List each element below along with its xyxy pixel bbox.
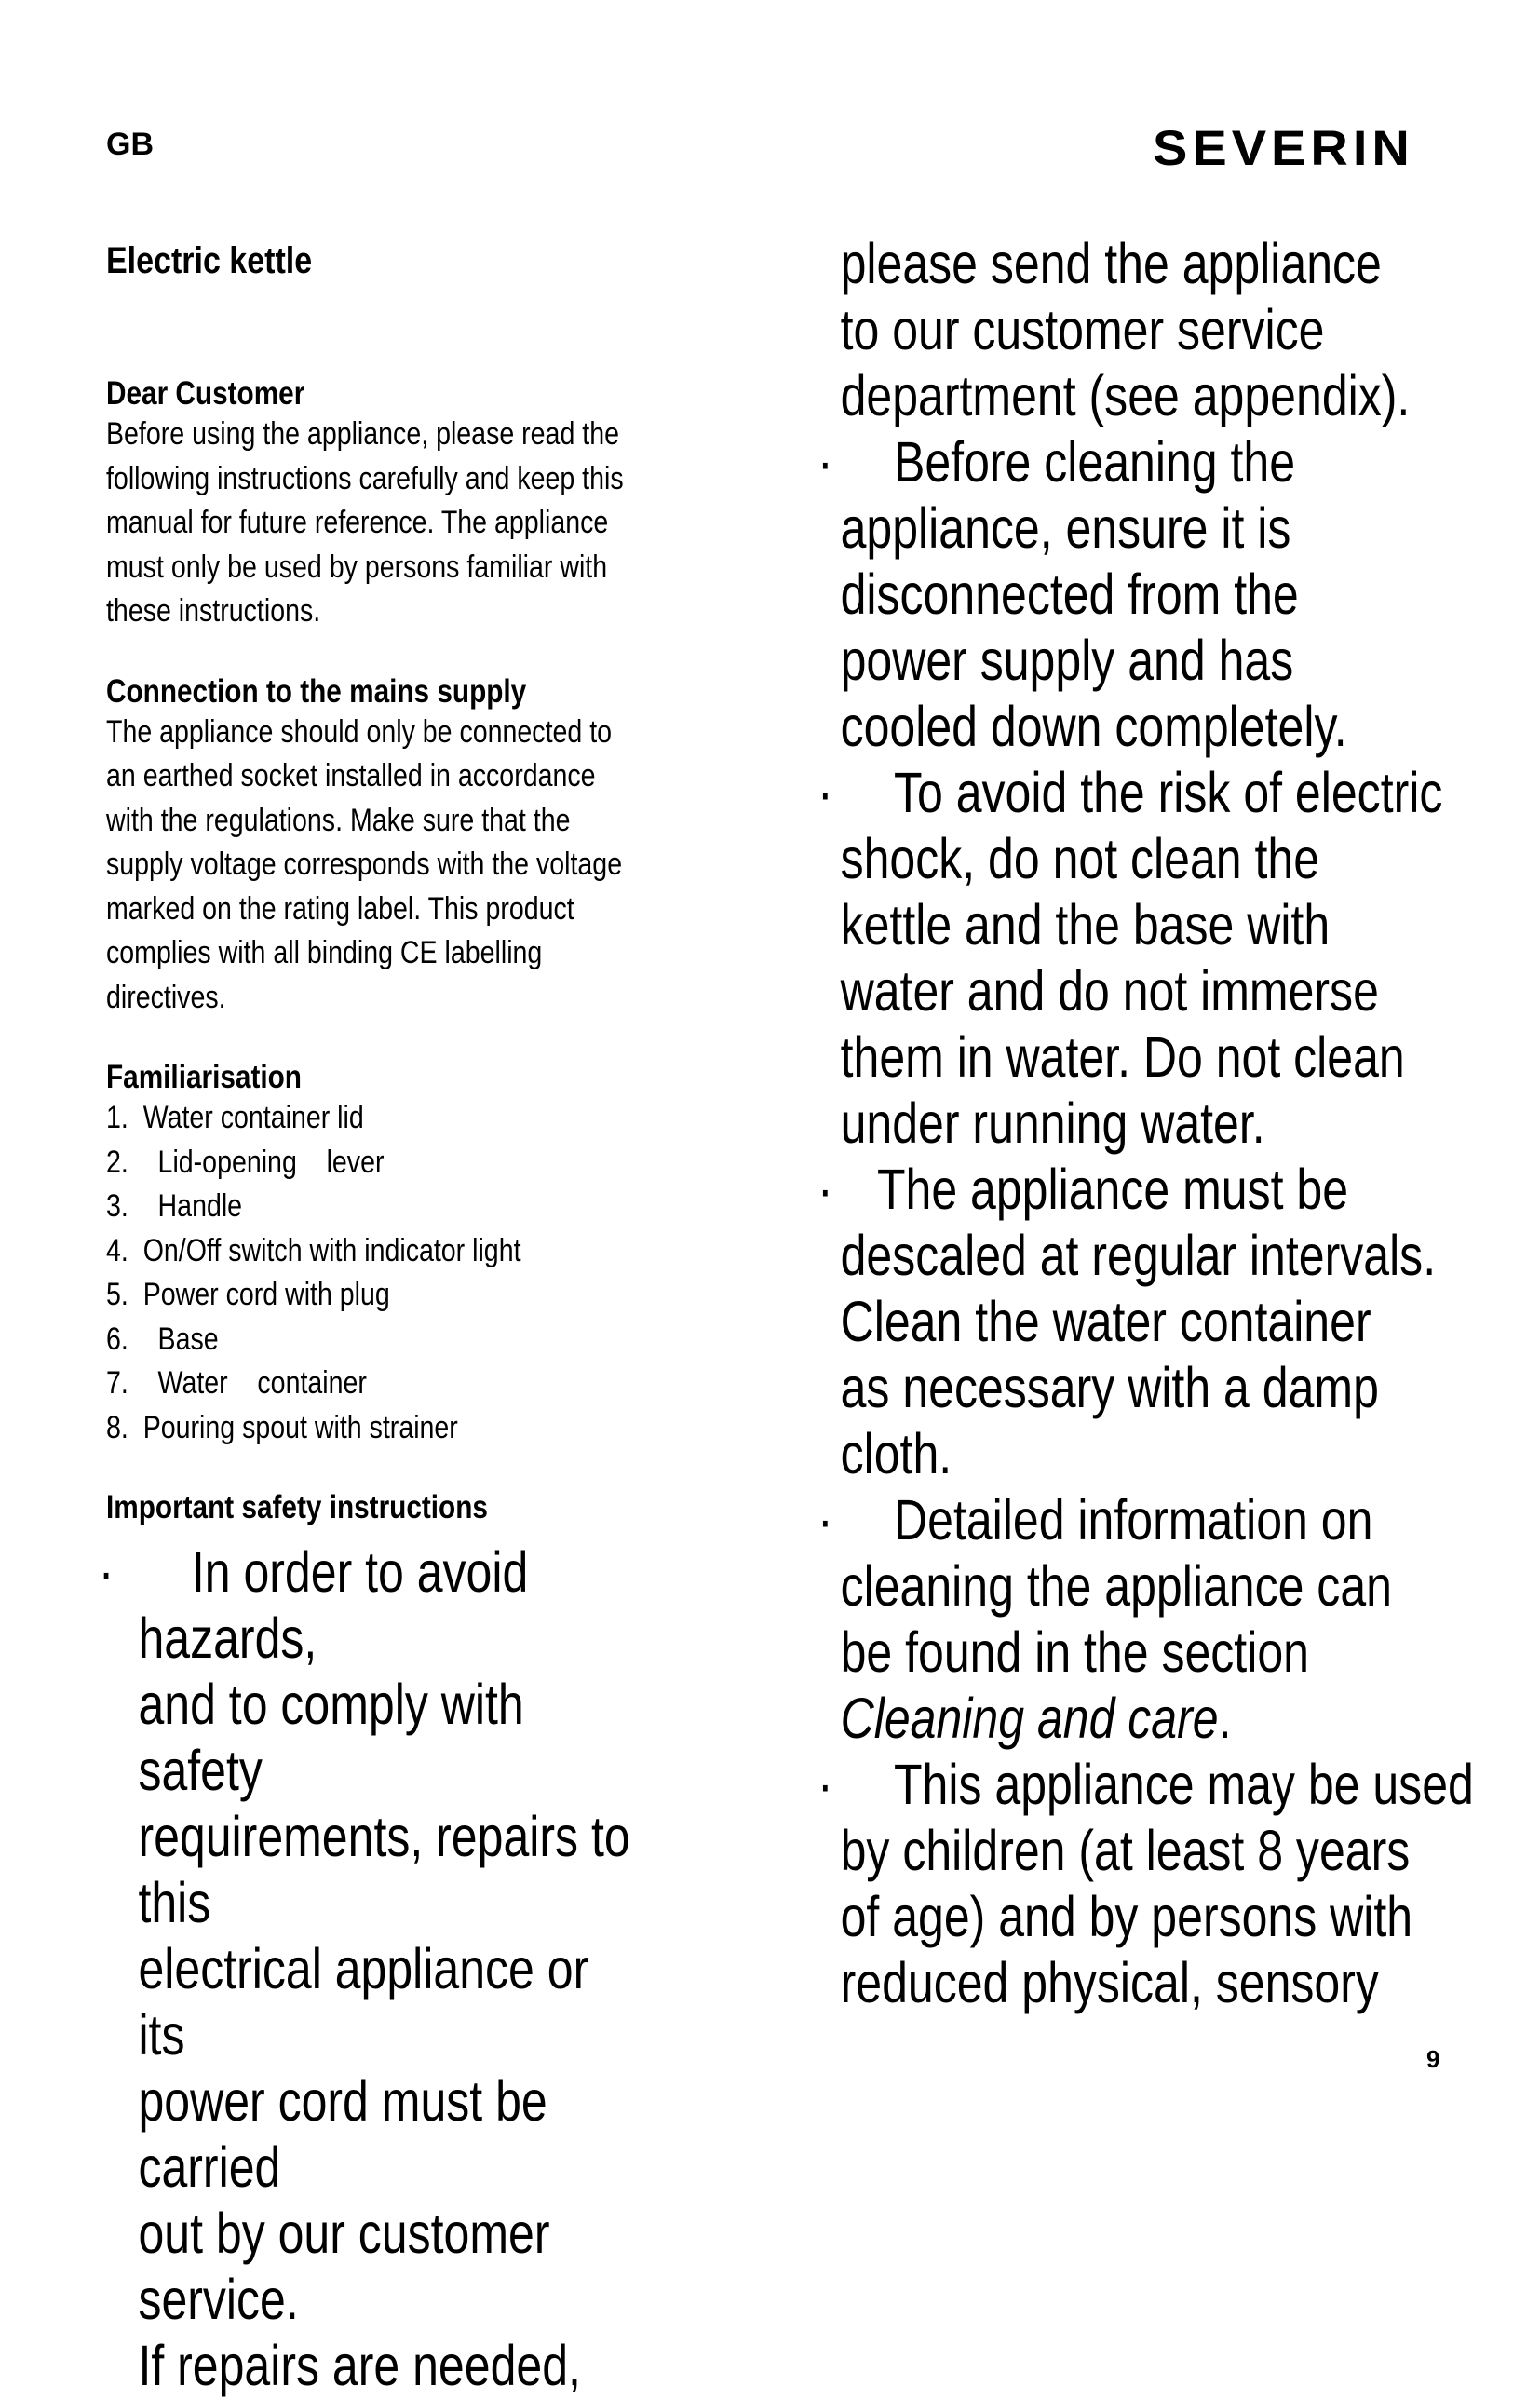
dear-customer-heading: Dear Customer: [106, 375, 305, 412]
text-line: following instructions carefully and keep this: [106, 460, 624, 496]
safety-list-right: [817, 429, 1525, 2016]
left-column: [98, 240, 758, 2399]
safety-heading: Important safety instructions: [106, 1489, 488, 1525]
list-item: 8. Pouring spout with strainer: [106, 1409, 458, 1445]
text-line: electrical appliance or its: [138, 1937, 589, 2067]
list-item: 6. Base: [106, 1321, 219, 1357]
dear-customer-text: [106, 413, 755, 634]
text-line: water and do not immerse: [840, 959, 1379, 1023]
mains-text: [106, 711, 755, 1021]
right-column: [817, 231, 1525, 2016]
section-reference: Cleaning and care: [840, 1687, 1219, 1750]
text-line: please send the appliance: [840, 232, 1382, 295]
list-item: [817, 1752, 1528, 2016]
page-title: Electric kettle: [106, 240, 313, 281]
text-line: Before cleaning the: [894, 430, 1296, 494]
text-line: Before using the appliance, please read the: [106, 416, 619, 452]
list-item: [98, 1539, 642, 2399]
text-line: power supply and has: [840, 629, 1294, 692]
text-line: shock, do not clean the: [840, 827, 1320, 890]
list-item: 4. On/Off switch with indicator light: [106, 1232, 521, 1268]
text-line: In order to avoid hazards,: [138, 1540, 529, 1670]
list-item: 7. Water container: [106, 1365, 367, 1401]
text-line: requirements, repairs to this: [138, 1805, 630, 1934]
text-line: The appliance should only be connected to: [106, 713, 613, 750]
bullet-icon: ·: [817, 1488, 833, 1552]
safety-list-left: [98, 1539, 758, 2399]
text-line: directives.: [106, 979, 226, 1015]
list-item: 3. Handle: [106, 1188, 243, 1224]
list-item: 2. Lid-opening lever: [106, 1144, 385, 1180]
text-line: with the regulations. Make sure that the: [106, 802, 571, 838]
list-item: 5. Power cord with plug: [106, 1277, 390, 1312]
list-item: [817, 1157, 1528, 1487]
text-line: be found in the section: [840, 1620, 1309, 1684]
text-line: out by our customer service.: [138, 2202, 550, 2331]
parts-list: [106, 1096, 758, 1450]
text-line: Cleaning and care.: [840, 1687, 1232, 1750]
text-line: If repairs are needed,: [138, 2334, 581, 2397]
list-item: [817, 429, 1528, 760]
text-line: Detailed information on: [894, 1488, 1373, 1552]
language-code: GB: [106, 127, 154, 162]
text-line: to our customer service: [840, 298, 1325, 361]
text-line: and to comply with safety: [138, 1673, 524, 1802]
text-line: of age) and by persons with: [840, 1885, 1413, 1948]
text-line: Clean the water container: [840, 1290, 1371, 1353]
text-line: an earthed socket installed in accordance: [106, 758, 596, 793]
text-line: disconnected from the: [840, 562, 1299, 626]
text-line: The appliance must be: [876, 1158, 1349, 1221]
list-item: [817, 760, 1528, 1157]
list-item: 1. Water container lid: [106, 1100, 364, 1135]
text-line: must only be used by persons familiar with: [106, 549, 608, 585]
bullet-icon: ·: [98, 1540, 115, 1604]
bullet-icon: ·: [817, 430, 833, 494]
text-line: cooled down completely.: [840, 695, 1347, 758]
text-line: To avoid the risk of electric: [894, 761, 1443, 824]
text-line: manual for future reference. The appliance: [106, 505, 609, 540]
text-line: supply voltage corresponds with the voltage: [106, 847, 623, 882]
text-line: kettle and the base with: [840, 893, 1331, 956]
text-line: under running water.: [840, 1091, 1265, 1155]
safety-continued: [817, 231, 1528, 429]
familiarisation-heading: Familiarisation: [106, 1059, 302, 1095]
text-line: appliance, ensure it is: [840, 496, 1291, 560]
brand-logo: SEVERIN: [1153, 119, 1414, 176]
mains-heading: Connection to the mains supply: [106, 672, 527, 710]
text-line: as necessary with a damp: [840, 1356, 1379, 1419]
text-line: power cord must be carried: [138, 2069, 547, 2199]
bullet-icon: ·: [817, 761, 833, 824]
bullet-icon: ·: [817, 1158, 833, 1221]
text-line: This appliance may be used: [894, 1753, 1474, 1816]
text-line: department (see appendix).: [840, 364, 1411, 427]
text-line: reduced physical, sensory: [840, 1951, 1379, 2014]
text-line: marked on the rating label. This product: [106, 890, 574, 927]
text-line: cloth.: [840, 1422, 952, 1485]
text-line: these instructions.: [106, 593, 321, 629]
page-number: 9: [1426, 2045, 1440, 2073]
text-line: them in water. Do not clean: [840, 1025, 1405, 1089]
text-line: by children (at least 8 years: [840, 1819, 1411, 1882]
list-item: [817, 1487, 1528, 1752]
text-line: descaled at regular intervals.: [840, 1224, 1437, 1287]
text-line: complies with all binding CE labelling: [106, 935, 543, 970]
text-line: cleaning the appliance can: [840, 1554, 1392, 1618]
bullet-icon: ·: [817, 1753, 833, 1816]
